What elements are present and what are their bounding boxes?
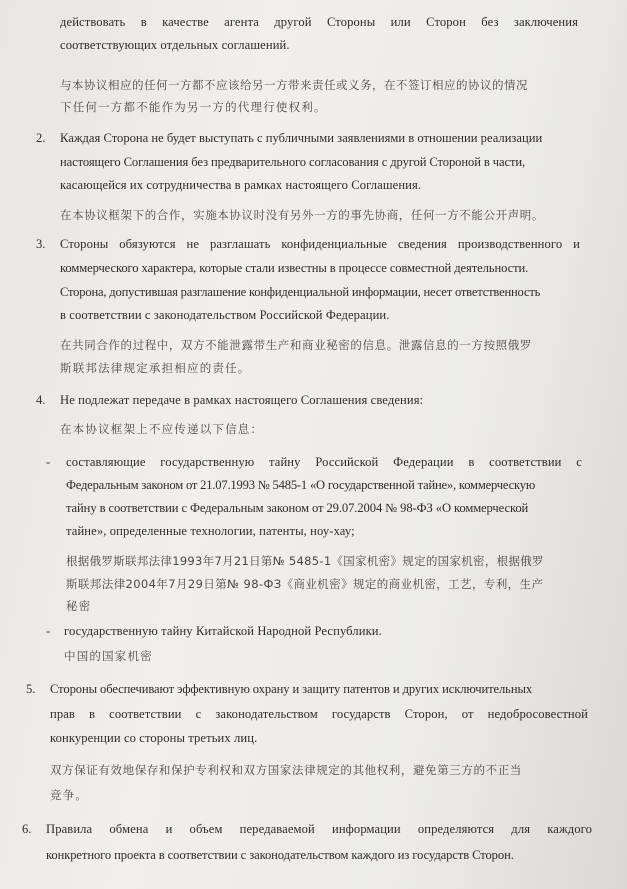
- bullet1-ru-line-3: тайну в соответствии с Федеральным законом от 29.07.2004 № 98-ФЗ «О коммерческой: [66, 501, 529, 515]
- item5-zh-line-1: 双方保证有效地保存和保护专利权和双方国家法律规定的其他权利，避免第三方的不正当: [50, 763, 522, 777]
- item3-ru-line-1: Стороны обязуются не разглашать конфиденциальные сведения производственного и: [60, 237, 580, 251]
- bullet2-zh-line-1: 中国的国家机密: [64, 649, 153, 663]
- item2-ru-line-2: настоящего Соглашения без предварительного согласования с другой Стороной в части,: [60, 155, 526, 169]
- top-ru-line-1: действовать в качестве агента другой Стороны или Сторон без заключения: [60, 15, 578, 29]
- item3-zh-line-1: 在共同合作的过程中，双方不能泄露带生产和商业秘密的信息。泄露信息的一方按照俄罗: [60, 338, 532, 352]
- item6-ru-line-2: конкретного проекта в соответствии с законодательством каждого из государств Сторон.: [46, 848, 514, 862]
- bullet-marker-2: -: [46, 624, 51, 638]
- top-ru-line-2: соответствующих отдельных соглашений.: [60, 38, 290, 52]
- item-number-4: 4.: [36, 393, 46, 407]
- item-number-3: 3.: [36, 237, 46, 251]
- bullet1-zh-line-3: 秘密: [66, 599, 92, 613]
- item4-zh-line-1: 在本协议框架上不应传递以下信息：: [60, 422, 264, 436]
- bullet1-zh-line-2: 斯联邦法律2004年7月29日第№ 98-ФЗ《商业机密》规定的商业机密，工艺，专利，生产: [66, 577, 544, 591]
- item5-ru-line-1: Стороны обеспечивают эффективную охрану и защиту патентов и других исключительных: [50, 682, 533, 696]
- bullet1-ru-line-4: тайне», определенные технологии, патенты, ноу-хау;: [66, 524, 355, 538]
- item4-ru-line-1: Не подлежат передаче в рамках настоящего Соглашения сведения:: [60, 393, 424, 407]
- top-zh-line-1: 与本协议相应的任何一方都不应该给另一方带来责任或义务，在不签订相应的协议的情况: [60, 78, 528, 92]
- item2-ru-line-1: Каждая Сторона не будет выступать с публичными заявлениями в отношении реализации: [60, 131, 543, 145]
- bullet1-zh-line-1: 根据俄罗斯联邦法律1993年7月21日第№ 5485-1《国家机密》规定的国家机密，根据俄罗: [66, 554, 544, 568]
- top-zh-line-2: 下任何一方都不能作为另一方的代理行使权利。: [60, 100, 327, 114]
- item5-ru-line-3: конкуренции со стороны третьих лиц.: [50, 731, 258, 745]
- item2-zh-line-1: 在本协议框架下的合作，实施本协议时没有另外一方的事先协商，任何一方不能公开声明。: [60, 208, 544, 222]
- item3-ru-line-3: Сторона, допустившая разглашение конфиденциальной информации, несет ответственность: [60, 285, 541, 299]
- item-number-5: 5.: [26, 682, 36, 696]
- item5-ru-line-2: прав в соответствии с законодательством государств Сторон, от недобросовестной: [50, 707, 588, 721]
- item3-ru-line-2: коммерческого характера, которые стали известны в процессе совместной деятельности.: [60, 261, 529, 275]
- item6-ru-line-1: Правила обмена и объем передаваемой информации определяются для каждого: [46, 822, 592, 836]
- item3-zh-line-2: 斯联邦法律规定承担相应的责任。: [60, 361, 251, 375]
- item3-ru-line-4: в соответствии с законодательством Российской Федерации.: [60, 308, 390, 322]
- bullet2-ru-line-1: государственную тайну Китайской Народной Республики.: [64, 624, 382, 638]
- item2-ru-line-3: касающейся их сотрудничества в рамках настоящего Соглашения.: [60, 178, 422, 192]
- bullet-marker-1: -: [46, 455, 51, 469]
- item-number-2: 2.: [36, 131, 46, 145]
- item5-zh-line-2: 竞争。: [50, 788, 89, 802]
- bullet1-ru-line-2: Федеральным законом от 21.07.1993 № 5485-1 «О государственной тайне», коммерческую: [66, 478, 536, 492]
- item-number-6: 6.: [22, 822, 32, 836]
- bullet1-ru-line-1: составляющие государственную тайну Российской Федерации в соответствии с: [66, 455, 582, 469]
